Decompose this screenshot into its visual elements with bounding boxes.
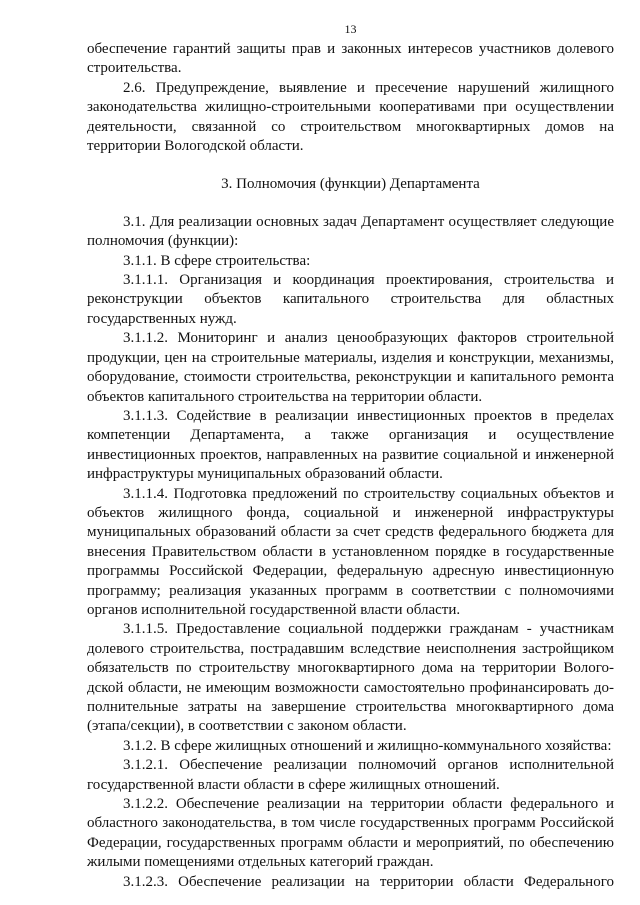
paragraph-continuation: обеспечение гарантий защиты прав и законных интересов участников долевого строительства. [87, 41, 614, 77]
section-heading: 3. Полномочия (функции) Департамента [221, 176, 480, 193]
document-page [87, 0, 614, 892]
paragraph-3-1-2-1: 3.1.2.1. Обеспечение реализации полномочий органов исполнительной государственной власти области в сфере жилищных отношений. [87, 757, 614, 793]
paragraph-3-1-2: 3.1.2. В сфере жилищных отношений и жилищно-коммунального хозяйства: [123, 737, 612, 754]
page-number: 13 [344, 22, 357, 36]
paragraph-3-1-1-4: 3.1.1.4. Подготовка предложений по строительству социальных объектов и объектов жилищного фонда, социальной и инженерной инфраструктуры муниципальных образований области за счет средств федерального бюджета для внесения Правительством области в установленном порядке в государственные программы Российской Федерации, федеральную адресную инвестиционную программу; реализация указанных программ в соответствии с полномочиями органов исполнительной государственной власти области. [87, 485, 614, 618]
paragraph-3-1-1-3: 3.1.1.3. Содействие в реализации инвестиционных проектов в пределах компетенции Департамента, а также организация и осуществление инвестиционных проектов, направленных на развитие социальной и инженерной инфраструктуры муниципальных образований области. [87, 407, 614, 483]
paragraph-3-1-2-3: 3.1.2.3. Обеспечение реализации на территории области Федерального [123, 873, 614, 890]
paragraph-3-1: 3.1. Для реализации основных задач Департамент осуществляет следующие полномочия (функции): [87, 213, 614, 250]
paragraph-2-6: 2.6. Предупреждение, выявление и пресечение нарушений жилищного законодательства жилищно-строительными кооперативами при осуществлении деятельности, связанной со строительством многоквартирных домов на территории Вологодской области. [87, 79, 614, 155]
paragraph-3-1-1-1: 3.1.1.1. Организация и координация проектирования, строительства и реконструкции объектов капитального строительства для областных государственных нужд. [87, 272, 614, 327]
paragraph-3-1-2-2: 3.1.2.2. Обеспечение реализации на территории области федерального и областного законодательства, в том числе государственных программ Российской Федерации, государственных программ области и мероприятий, по обеспечению жилыми помещениями отдельных категорий граждан. [87, 796, 614, 871]
paragraph-3-1-1-2: 3.1.1.2. Мониторинг и анализ ценообразующих факторов строительной продукции, цен на строительные материалы, изделия и конструкции, механизмы, оборудование, стоимости строительства, реконструкции и капитального ремонта объектов капитального строительства на территории области. [87, 330, 614, 405]
paragraph-3-1-1: 3.1.1. В сфере строительства: [123, 252, 311, 269]
paragraph-3-1-1-5: 3.1.1.5. Предоставление социальной поддержки гражданам - участникам долевого строительства, пострадавшим вследствие неисполнения застройщиком обязательств по строительству многоквартирного дома на территории Вологодской области, не имеющим возможности самостоятельно профинансировать дополнительные затраты на завершение строительства многоквартирного дома (этапа/секции), в соответствии с законом области. [87, 621, 614, 735]
